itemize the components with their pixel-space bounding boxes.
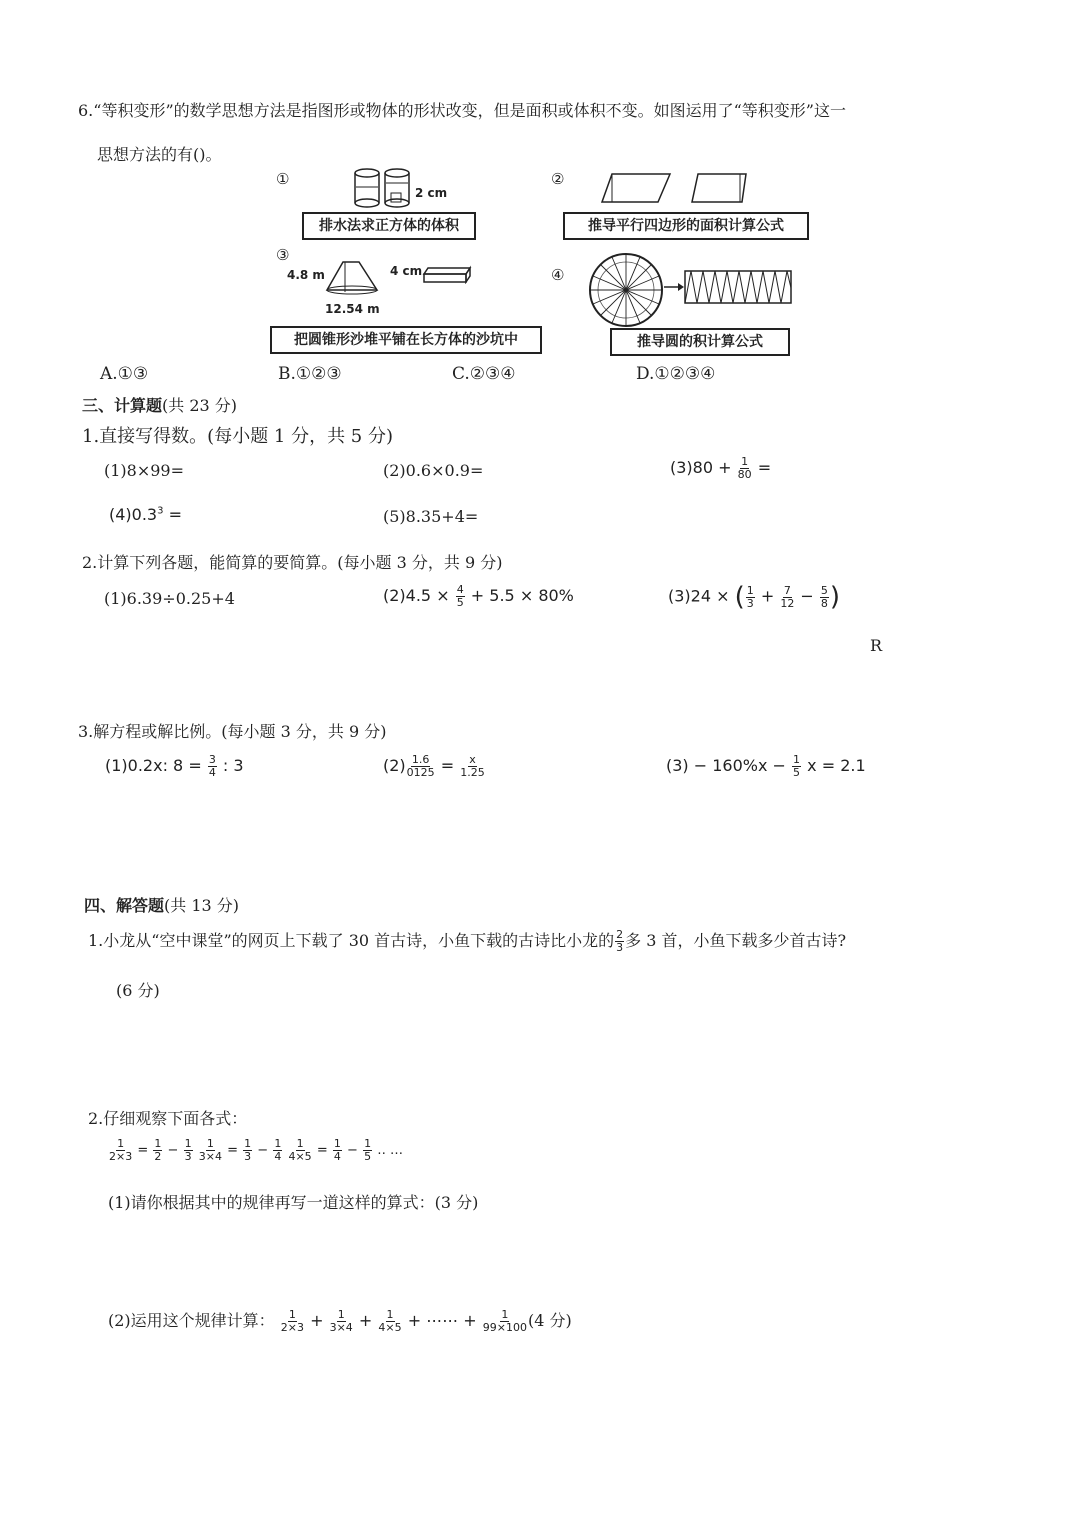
s4-q2-sub2: (2)运用这个规律计算： $\frac{1}{2\times 3}$ + $\frac{1}{3\times 4}$ + $\frac{1}{4\times 5}$ + ⋯⋯ + $\frac{1}{99\times 100}$ (4 分): [108, 1308, 572, 1334]
section4-heading: [84, 893, 239, 916]
fig3-label: 把圆锥形沙堆平铺在长方体的沙坑中: [270, 326, 542, 354]
fig3-base: 12.54 m: [325, 302, 380, 316]
option-d[interactable]: D.①②③④: [636, 364, 716, 384]
s3-q1-item3-frac: $\frac{1}{80}$: [737, 455, 752, 481]
s3-q2-item1: (1)6.39÷0.25+4: [104, 589, 235, 608]
s3-q1-item1: (1)8×99=: [104, 461, 185, 480]
s3-q2-item2: (2)4.5 × $\frac{4}{5}$ + 5.5 × 80%: [383, 583, 574, 609]
fig1-label: 排水法求正方体的体积: [302, 212, 476, 240]
s3-q1-item3-eq: =: [757, 458, 772, 477]
option-b[interactable]: B.①②③: [278, 364, 342, 384]
fig3-marker: ③: [276, 246, 290, 264]
s4-q1-text: 1.小龙从“空中课堂”的网页上下载了 30 首古诗，小鱼下载的古诗比小龙的 $\frac{2}{3}$ 多 3 首，小鱼下载多少首古诗?: [88, 928, 847, 954]
cylinders-icon: [350, 165, 420, 211]
fig1-dim: 2 cm: [415, 186, 448, 200]
q6-line1: 6.“等积变形”的数学思想方法是指图形或物体的形状改变，但是面积或体积不变。如图运用了“等积变形”这一: [78, 101, 846, 120]
cuboid-icon: [422, 262, 474, 284]
option-a[interactable]: A.①③: [100, 364, 149, 384]
section3-score: (共 23 分): [162, 396, 238, 415]
s3-q3-item1: (1)0.2x: 8 = $\frac{3}{4}$ : 3: [105, 753, 244, 779]
cone-icon: [323, 258, 381, 298]
s4-q2-title: 2.仔细观察下面各式：: [88, 1109, 248, 1128]
fig3-height: 4.8 m: [287, 268, 325, 282]
section4-score: (共 13 分): [164, 896, 240, 915]
s3-q3-item3: (3) − 160%x − $\frac{1}{5}$ x = 2.1: [666, 753, 866, 779]
s4-q1-points: (6 分): [116, 981, 160, 1000]
stray-mark: R: [870, 636, 883, 655]
s3-q1-item3: [670, 456, 771, 481]
parallelograms-icon: [600, 170, 750, 206]
s3-q1-item4: $(4)0.3^3$ =: [109, 505, 182, 524]
s3-q1-item5: (5)8.35+4=: [383, 507, 479, 526]
fig2-marker: ②: [551, 170, 565, 188]
s3-q1-item3-lead: (3)80 +: [670, 458, 732, 477]
fig3-dim: 4 cm: [390, 264, 423, 278]
s3-q1-item2: (2)0.6×0.9=: [383, 461, 484, 480]
circle-sectors-icon: [586, 250, 666, 330]
fig4-label: 推导圆的积计算公式: [610, 328, 790, 356]
s3-q3-item2: (2) $\frac{1.6}{0125}$ = $\frac{x}{1.25}$: [383, 753, 485, 779]
section4-title: 四、解答题: [84, 896, 165, 915]
option-c[interactable]: C.②③④: [452, 364, 516, 384]
fig2-label: 推导平行四边形的面积计算公式: [563, 212, 809, 240]
fig4-marker: ④: [551, 266, 565, 284]
arrow-icon: [664, 282, 684, 292]
rearranged-sectors-icon: [684, 268, 794, 308]
s3-q3-title: 3.解方程或解比例。(每小题 3 分，共 9 分): [78, 722, 387, 741]
section3-heading: [82, 393, 237, 416]
section3-title: 三、计算题: [82, 396, 163, 415]
s3-q2-item3: (3)24 × ( $\frac{1}{3}$ + $\frac{7}{12}$ − $\frac{5}{8}$ ): [668, 582, 841, 612]
s3-q1-title: 1.直接写得数。(每小题 1 分，共 5 分): [82, 426, 394, 447]
s3-q2-title: 2.计算下列各题，能简算的要简算。(每小题 3 分，共 9 分): [82, 553, 503, 572]
s4-q2-sub1: (1)请你根据其中的规律再写一道这样的算式：(3 分): [108, 1193, 479, 1212]
s4-q2-series: $\frac{1}{2\times 3}$ = $\frac{1}{2}$ − $\frac{1}{3}$ $\frac{1}{3\times 4}$ = $\frac{1}{3}$ − $\frac{1}{4}$ $\frac{1}{4\times 5}$ = $\frac{1}{4}$ − $\frac{1}{5}$ ‥ …: [109, 1137, 404, 1163]
q6-line2: 思想方法的有()。: [97, 145, 222, 164]
s3-q2-item2-frac: $\frac{4}{5}$: [456, 583, 464, 609]
fig1-marker: ①: [276, 170, 290, 188]
